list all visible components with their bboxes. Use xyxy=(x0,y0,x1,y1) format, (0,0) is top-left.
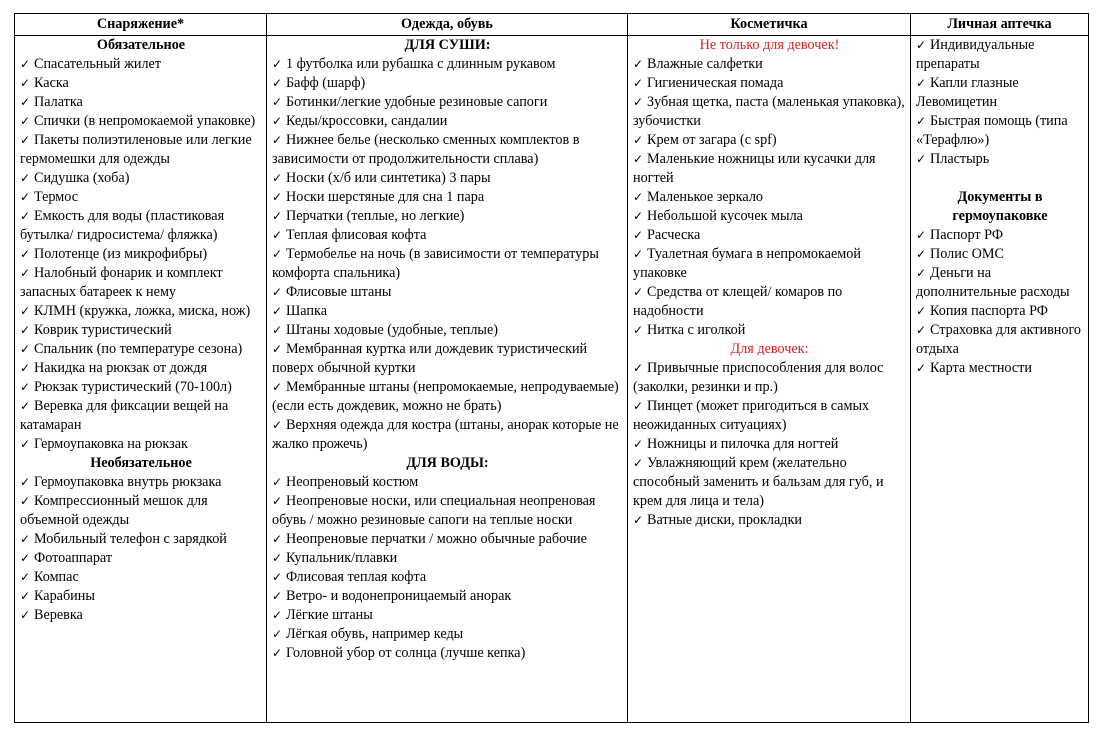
checklist-item xyxy=(633,511,906,530)
checklist-item xyxy=(633,397,906,435)
checklist-item-text: Пластырь xyxy=(930,151,990,167)
checklist-item xyxy=(272,492,623,530)
header-cosmetics: Косметичка xyxy=(628,14,911,35)
checklist-item xyxy=(20,169,262,188)
checklist-item-text: Теплая флисовая кофта xyxy=(286,227,427,243)
checklist-item-text: Привычные приспособления для волос (заколки, резинки и пр.) xyxy=(633,360,884,395)
checklist-item-text: Нижнее белье (несколько сменных комплектов в зависимости от продолжительности сплава) xyxy=(272,132,580,167)
checklist-item xyxy=(20,93,262,112)
checklist-item xyxy=(20,378,262,397)
checklist-item-text: Страховка для активного отдыха xyxy=(916,322,1082,357)
checkmark-icon: ✓ xyxy=(272,171,283,185)
checklist-item xyxy=(20,549,262,568)
checklist-item-text: Штаны ходовые (удобные, теплые) xyxy=(286,322,498,338)
optional-list xyxy=(20,473,262,625)
checkmark-icon: ✓ xyxy=(633,133,644,147)
checklist-item xyxy=(20,55,262,74)
checklist-item xyxy=(916,112,1084,150)
checkmark-icon: ✓ xyxy=(20,589,31,603)
checkmark-icon: ✓ xyxy=(272,57,283,71)
checklist-item-text: Фотоаппарат xyxy=(34,550,113,566)
checkmark-icon: ✓ xyxy=(633,456,644,470)
checklist-item xyxy=(272,302,623,321)
checklist-item-text: Мобильный телефон с зарядкой xyxy=(34,531,227,547)
checklist-item xyxy=(916,321,1084,359)
checklist-item xyxy=(633,188,906,207)
checklist-item xyxy=(272,112,623,131)
checkmark-icon: ✓ xyxy=(272,95,283,109)
checklist-item-text: Пинцет (может пригодиться в самых неожиданных ситуациях) xyxy=(633,398,870,433)
checkmark-icon: ✓ xyxy=(20,95,31,109)
checkmark-icon: ✓ xyxy=(916,247,927,261)
checklist-item xyxy=(272,568,623,587)
checklist-item-text: Копия паспорта РФ xyxy=(930,303,1048,319)
checkmark-icon: ✓ xyxy=(20,551,31,565)
checklist-item-text: Неопреновые перчатки / можно обычные рабочие xyxy=(286,531,587,547)
checklist-item-text: Веревка для фиксации вещей на катамаран xyxy=(20,398,229,433)
checklist-item-text: Паспорт РФ xyxy=(930,227,1004,243)
checkmark-icon: ✓ xyxy=(20,57,31,71)
checkmark-icon: ✓ xyxy=(633,209,644,223)
checklist-item xyxy=(272,644,623,663)
checklist-item-text: Кеды/кроссовки, сандалии xyxy=(286,113,448,129)
checklist-item xyxy=(633,74,906,93)
checklist-item-text: Емкость для воды (пластиковая бутылка/ гидросистема/ фляжка) xyxy=(20,208,225,243)
checklist-item xyxy=(20,321,262,340)
header-clothing: Одежда, обувь xyxy=(267,14,628,35)
checklist-item xyxy=(20,568,262,587)
checklist-item-text: Термобелье на ночь (в зависимости от температуры комфорта спальника) xyxy=(272,246,599,281)
checklist-table xyxy=(14,13,1089,723)
checklist-item-text: Флисовая теплая кофта xyxy=(286,569,427,585)
checkmark-icon: ✓ xyxy=(20,114,31,128)
checkmark-icon: ✓ xyxy=(916,266,927,280)
checklist-item xyxy=(272,340,623,378)
checkmark-icon: ✓ xyxy=(20,190,31,204)
checkmark-icon: ✓ xyxy=(272,646,283,660)
checklist-item xyxy=(916,36,1084,74)
checkmark-icon: ✓ xyxy=(633,152,644,166)
checklist-item-text: Полис ОМС xyxy=(930,246,1004,262)
checklist-item-text: Зубная щетка, паста (маленькая упаковка), зубочистки xyxy=(633,94,905,129)
checklist-item-text: Лёгкие штаны xyxy=(286,607,373,623)
checklist-item xyxy=(20,606,262,625)
checkmark-icon: ✓ xyxy=(20,304,31,318)
checkmark-icon: ✓ xyxy=(272,418,283,432)
checkmark-icon: ✓ xyxy=(20,209,31,223)
checklist-item-text: Мембранная куртка или дождевик туристический поверх обычной куртки xyxy=(272,341,588,376)
spacer xyxy=(916,169,1084,188)
checkmark-icon: ✓ xyxy=(20,532,31,546)
checkmark-icon: ✓ xyxy=(272,76,283,90)
checklist-item xyxy=(633,226,906,245)
checklist-item-text: Спальник (по температуре сезона) xyxy=(34,341,243,357)
checklist-item-text: Полотенце (из микрофибры) xyxy=(34,246,208,262)
checkmark-icon: ✓ xyxy=(916,304,927,318)
checklist-item-text: Носки (х/б или синтетика) 3 пары xyxy=(286,170,491,186)
checkmark-icon: ✓ xyxy=(633,399,644,413)
checklist-item xyxy=(272,587,623,606)
checkmark-icon: ✓ xyxy=(20,361,31,375)
meds-list xyxy=(916,36,1084,169)
checkmark-icon: ✓ xyxy=(633,285,644,299)
checklist-item-text: Спички (в непромокаемой упаковке) xyxy=(34,113,256,129)
checkmark-icon: ✓ xyxy=(272,323,283,337)
checklist-item-text: Влажные салфетки xyxy=(647,56,763,72)
checklist-item-text: Ботинки/легкие удобные резиновые сапоги xyxy=(286,94,548,110)
checklist-item-text: Ватные диски, прокладки xyxy=(647,512,803,528)
checklist-item xyxy=(272,378,623,416)
checklist-item-text: Деньги на дополнительные расходы xyxy=(916,265,1070,300)
checklist-item-text: Быстрая помощь (типа «Терафлю») xyxy=(916,113,1068,148)
checklist-item-text: Компас xyxy=(34,569,79,585)
first-aid-column xyxy=(911,35,1088,722)
checklist-item xyxy=(633,150,906,188)
checklist-item-text: Гермоупаковка на рюкзак xyxy=(34,436,188,452)
checklist-item-text: Неопреновый костюм xyxy=(286,474,419,490)
checkmark-icon: ✓ xyxy=(916,323,927,337)
checklist-item xyxy=(20,359,262,378)
checklist-item xyxy=(272,416,623,454)
cosmetics-girls-list xyxy=(633,359,906,530)
checkmark-icon: ✓ xyxy=(20,570,31,584)
checklist-item-text: Средства от клещей/ комаров по надобности xyxy=(633,284,843,319)
checklist-item-text: Индивидуальные препараты xyxy=(916,37,1035,72)
checklist-item-text: 1 футболка или рубашка с длинным рукавом xyxy=(286,56,556,72)
checklist-item-text: КЛМН (кружка, ложка, миска, нож) xyxy=(34,303,251,319)
checkmark-icon: ✓ xyxy=(633,190,644,204)
checkmark-icon: ✓ xyxy=(272,475,283,489)
checklist-item-text: Небольшой кусочек мыла xyxy=(647,208,803,224)
clothing-column xyxy=(267,35,628,722)
documents-list xyxy=(916,226,1084,378)
checklist-item-text: Флисовые штаны xyxy=(286,284,392,300)
checkmark-icon: ✓ xyxy=(20,437,31,451)
checkmark-icon: ✓ xyxy=(20,380,31,394)
checklist-item-text: Бафф (шарф) xyxy=(286,75,366,91)
checklist-item-text: Шапка xyxy=(286,303,327,319)
header-row xyxy=(15,14,1088,36)
girls-title: Для девочек: xyxy=(730,341,809,357)
checklist-item xyxy=(272,55,623,74)
checkmark-icon: ✓ xyxy=(633,513,644,527)
checklist-item-text: Накидка на рюкзак от дождя xyxy=(34,360,208,376)
checklist-item-text: Носки шерстяные для сна 1 пара xyxy=(286,189,485,205)
checklist-item xyxy=(20,473,262,492)
checklist-item xyxy=(20,131,262,169)
checkmark-icon: ✓ xyxy=(20,266,31,280)
checklist-item-text: Коврик туристический xyxy=(34,322,172,338)
checklist-item xyxy=(633,93,906,131)
dry-section-title: ДЛЯ СУШИ: xyxy=(404,37,491,53)
dry-list xyxy=(272,55,623,454)
checklist-item xyxy=(272,606,623,625)
checklist-item xyxy=(20,245,262,264)
checkmark-icon: ✓ xyxy=(20,399,31,413)
checklist-item-text: Купальник/плавки xyxy=(286,550,398,566)
checklist-item xyxy=(272,93,623,112)
checklist-item xyxy=(633,321,906,340)
required-section-title: Обязательное xyxy=(96,37,186,53)
required-list xyxy=(20,55,262,454)
checkmark-icon: ✓ xyxy=(20,171,31,185)
checklist-item xyxy=(20,74,262,93)
checklist-item xyxy=(272,188,623,207)
header-equipment: Снаряжение* xyxy=(15,14,267,35)
checklist-item-text: Увлажняющий крем (желательно способный заменить и бальзам для губ, и крем для лица и тела) xyxy=(633,455,884,509)
checklist-item-text: Мембранные штаны (непромокаемые, непродуваемые) (если есть дождевик, можно не брать) xyxy=(272,379,619,414)
checkmark-icon: ✓ xyxy=(272,190,283,204)
checklist-item-text: Пакеты полиэтиленовые или легкие гермомешки для одежды xyxy=(20,132,252,167)
checkmark-icon: ✓ xyxy=(633,95,644,109)
documents-section-title: Документы в гермоупаковке xyxy=(952,189,1048,224)
checklist-item-text: Туалетная бумага в непромокаемой упаковке xyxy=(633,246,861,281)
checklist-item xyxy=(272,283,623,302)
checkmark-icon: ✓ xyxy=(633,228,644,242)
checklist-item xyxy=(272,245,623,283)
checklist-item xyxy=(916,302,1084,321)
checkmark-icon: ✓ xyxy=(272,285,283,299)
checkmark-icon: ✓ xyxy=(916,76,927,90)
checkmark-icon: ✓ xyxy=(633,57,644,71)
water-list xyxy=(272,473,623,663)
header-first-aid: Личная аптечка xyxy=(947,16,1052,32)
checklist-item xyxy=(916,74,1084,112)
checkmark-icon: ✓ xyxy=(633,76,644,90)
checkmark-icon: ✓ xyxy=(916,38,927,52)
checkmark-icon: ✓ xyxy=(633,247,644,261)
checklist-item xyxy=(633,454,906,511)
checkmark-icon: ✓ xyxy=(272,627,283,641)
checklist-item-text: Спасательный жилет xyxy=(34,56,162,72)
checkmark-icon: ✓ xyxy=(272,570,283,584)
checklist-item-text: Гермоупаковка внутрь рюкзака xyxy=(34,474,222,490)
checklist-item-text: Веревка xyxy=(34,607,83,623)
checklist-item xyxy=(20,587,262,606)
checkmark-icon: ✓ xyxy=(272,589,283,603)
checklist-item-text: Сидушка (хоба) xyxy=(34,170,130,186)
checklist-item-text: Карабины xyxy=(34,588,95,604)
checkmark-icon: ✓ xyxy=(272,304,283,318)
checklist-item xyxy=(20,207,262,245)
checklist-item-text: Верхняя одежда для костра (штаны, анорак которые не жалко прожечь) xyxy=(272,417,619,452)
checkmark-icon: ✓ xyxy=(633,361,644,375)
checklist-item-text: Капли глазные Левомицетин xyxy=(916,75,1019,110)
checklist-item xyxy=(272,131,623,169)
checklist-item-text: Расческа xyxy=(647,227,701,243)
checkmark-icon: ✓ xyxy=(916,152,927,166)
checklist-item xyxy=(20,435,262,454)
checklist-item-text: Перчатки (теплые, но легкие) xyxy=(286,208,465,224)
checklist-item-text: Карта местности xyxy=(930,360,1032,376)
checkmark-icon: ✓ xyxy=(633,323,644,337)
checkmark-icon: ✓ xyxy=(916,361,927,375)
checkmark-icon: ✓ xyxy=(272,380,283,394)
checklist-item xyxy=(633,55,906,74)
optional-section-title: Необязательное xyxy=(90,455,192,471)
checklist-item xyxy=(272,625,623,644)
checklist-item-text: Маленькие ножницы или кусачки для ногтей xyxy=(633,151,876,186)
checkmark-icon: ✓ xyxy=(20,133,31,147)
checklist-item xyxy=(20,492,262,530)
checkmark-icon: ✓ xyxy=(916,228,927,242)
checklist-item-text: Лёгкая обувь, например кеды xyxy=(286,626,464,642)
checklist-item xyxy=(20,264,262,302)
checklist-item xyxy=(20,302,262,321)
checklist-item xyxy=(272,321,623,340)
checkmark-icon: ✓ xyxy=(272,608,283,622)
checklist-item-text: Термос xyxy=(34,189,79,205)
checklist-item-text: Гигиеническая помада xyxy=(647,75,784,91)
checklist-item-text: Головной убор от солнца (лучше кепка) xyxy=(286,645,526,661)
checklist-item xyxy=(272,549,623,568)
water-section-title: ДЛЯ ВОДЫ: xyxy=(406,455,489,471)
checklist-item xyxy=(20,397,262,435)
checklist-item xyxy=(633,435,906,454)
checkmark-icon: ✓ xyxy=(272,247,283,261)
checklist-item xyxy=(633,207,906,226)
not-only-girls-title: Не только для девочек! xyxy=(699,37,840,53)
checkmark-icon: ✓ xyxy=(20,247,31,261)
checklist-item xyxy=(916,264,1084,302)
checklist-item-text: Нитка с иголкой xyxy=(647,322,746,338)
checklist-item xyxy=(20,340,262,359)
checklist-item xyxy=(272,207,623,226)
checklist-item-text: Палатка xyxy=(34,94,83,110)
checklist-item-text: Каска xyxy=(34,75,69,91)
checklist-item xyxy=(633,131,906,150)
checklist-item-text: Ветро- и водонепроницаемый анорак xyxy=(286,588,512,604)
checklist-item xyxy=(20,530,262,549)
checkmark-icon: ✓ xyxy=(20,494,31,508)
checklist-item xyxy=(272,530,623,549)
checklist-item xyxy=(272,226,623,245)
checklist-item-text: Рюкзак туристический (70-100л) xyxy=(34,379,232,395)
checkmark-icon: ✓ xyxy=(272,209,283,223)
checkmark-icon: ✓ xyxy=(20,475,31,489)
checkmark-icon: ✓ xyxy=(272,114,283,128)
checkmark-icon: ✓ xyxy=(272,494,283,508)
checklist-item xyxy=(272,473,623,492)
checklist-item-text: Маленькое зеркало xyxy=(647,189,764,205)
checkmark-icon: ✓ xyxy=(20,608,31,622)
checklist-item xyxy=(272,169,623,188)
checklist-item xyxy=(20,112,262,131)
checklist-item-text: Компрессионный мешок для объемной одежды xyxy=(20,493,208,528)
checkmark-icon: ✓ xyxy=(916,114,927,128)
checklist-item-text: Ножницы и пилочка для ногтей xyxy=(647,436,839,452)
checklist-item xyxy=(633,359,906,397)
checklist-item xyxy=(272,74,623,93)
checkmark-icon: ✓ xyxy=(272,133,283,147)
checklist-item xyxy=(20,188,262,207)
equipment-column xyxy=(15,35,267,722)
checklist-item xyxy=(916,245,1084,264)
checklist-item xyxy=(633,245,906,283)
checklist-item xyxy=(916,359,1084,378)
cosmetics-all-list xyxy=(633,55,906,340)
body-row xyxy=(15,35,1088,722)
checkmark-icon: ✓ xyxy=(272,228,283,242)
cosmetics-column xyxy=(628,35,911,722)
checklist-item-text: Неопреновые носки, или специальная неопреновая обувь / можно резиновые сапоги на теплые носки xyxy=(272,493,596,528)
checklist-item-text: Крем от загара (с spf) xyxy=(647,132,777,148)
checkmark-icon: ✓ xyxy=(20,342,31,356)
checklist-item xyxy=(633,283,906,321)
checkmark-icon: ✓ xyxy=(272,342,283,356)
checkmark-icon: ✓ xyxy=(633,437,644,451)
checklist-item xyxy=(916,150,1084,169)
checkmark-icon: ✓ xyxy=(20,323,31,337)
checkmark-icon: ✓ xyxy=(20,76,31,90)
checklist-item xyxy=(916,226,1084,245)
checkmark-icon: ✓ xyxy=(272,551,283,565)
checkmark-icon: ✓ xyxy=(272,532,283,546)
checklist-item-text: Налобный фонарик и комплект запасных батареек к нему xyxy=(20,265,223,300)
